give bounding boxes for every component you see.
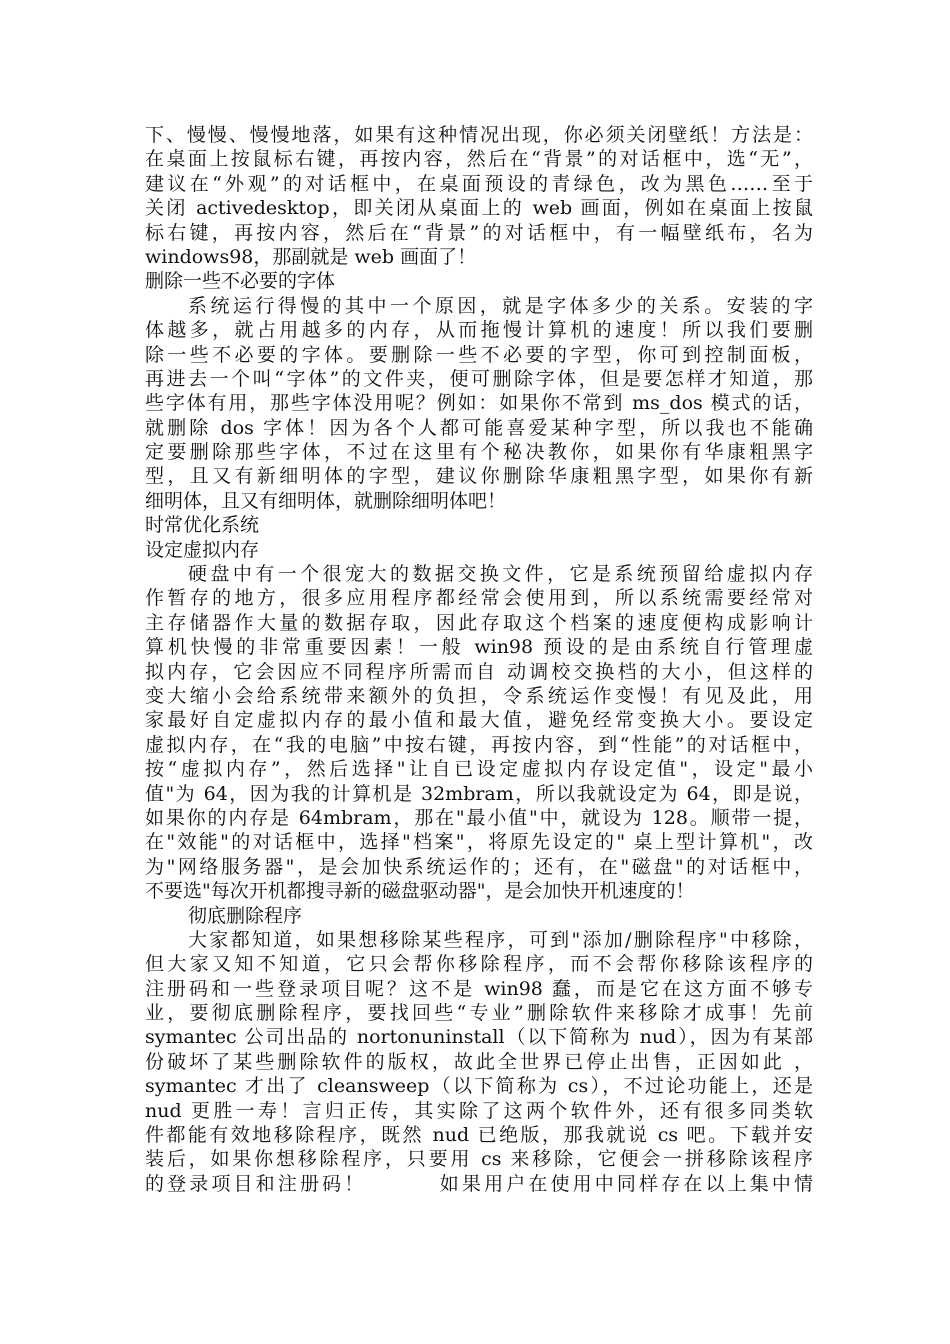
text-line: 再进去一个叫“字体”的文件夹，便可删除字体，但是要怎样才知道，那 xyxy=(145,367,813,390)
text-line: 算机快慢的非常重要因素！一般 win98 预设的是由系统自行管理虚 xyxy=(145,636,813,659)
text-line: 如果你的内存是 64mbram，那在"最小值"中，就设为 128。顺带一提， xyxy=(145,806,813,829)
text-line: 注册码和一些登录项目呢？这不是 win98 蠢，而是它在这方面不够专 xyxy=(145,977,813,1000)
text-line: 的登录项目和注册码！ 如果用户在使用中同样存在以上集中情 xyxy=(145,1172,813,1195)
text-line: 型，且又有新细明体的字型，建议你删除华康粗黑字型，如果你有新 xyxy=(145,465,813,488)
text-line: nud 更胜一寿！言归正传，其实除了这两个软件外，还有很多同类软 xyxy=(145,1099,813,1122)
text-line: 作暂存的地方，很多应用程序都经常会使用到，所以系统需要经常对 xyxy=(145,587,813,610)
text-line: 时常优化系统 xyxy=(145,514,260,537)
text-line: 些字体有用，那些字体没用呢？例如：如果你不常到 ms_dos 模式的话， xyxy=(145,392,813,415)
document-body xyxy=(145,123,813,1196)
text-line: 份破坏了某些删除软件的版权，故此全世界已停止出售，正因如此 ， xyxy=(145,1050,813,1073)
text-line: 为"网络服务器"，是会加快系统运作的；还有，在"磁盘"的对话框中， xyxy=(145,855,813,878)
text-line: 下、慢慢、慢慢地落，如果有这种情况出现，你必须关闭壁纸！方法是： xyxy=(145,124,813,146)
text-line: 定要删除那些字体，不过在这里有个秘决教你，如果你有华康粗黑字 xyxy=(145,441,813,464)
text-line: 主存储器作大量的数据存取，因此存取这个档案的速度便构成影响计 xyxy=(145,611,813,634)
text-line: 家最好自定虚拟内存的最小值和最大值，避免经常变换大小。要设定 xyxy=(145,709,813,732)
text-line: symantec 才出了 cleansweep（以下简称为 cs），不过论功能上，还是 xyxy=(145,1075,813,1098)
text-line: 细明体，且又有细明体，就删除细明体吧！ xyxy=(145,489,507,512)
text-line: windows98，那副就是 web 画面了！ xyxy=(145,245,477,268)
text-line: 拟内存，它会因应不同程序所需而自 动调校交换档的大小，但这样的 xyxy=(145,660,813,683)
text-line: 虚拟内存，在“我的电脑”中按右键，再按内容，到“性能”的对话框中， xyxy=(145,733,813,756)
text-line: 硬盘中有一个很宠大的数据交换文件，它是系统预留给虚拟内存 xyxy=(188,563,813,586)
text-line: 变大缩小会给系统带来额外的负担，令系统运作变慢！有见及此，用 xyxy=(145,684,813,707)
text-line: 件都能有效地移除程序，既然 nud 已绝版，那我就说 cs 吧。下载并安 xyxy=(145,1124,813,1147)
text-line: 在桌面上按鼠标右键，再按内容，然后在“背景”的对话框中，选“无”， xyxy=(145,148,813,171)
text-line: 就删除 dos 字体！因为各个人都可能喜爱某种字型，所以我也不能确 xyxy=(145,416,813,439)
text-line: 不要选"每次开机都搜寻新的磁盘驱动器"，是会加快开机速度的！ xyxy=(145,880,695,903)
text-line: 体越多，就占用越多的内存，从而拖慢计算机的速度！所以我们要删 xyxy=(145,319,813,342)
text-line: 系统运行得慢的其中一个原因，就是字体多少的关系。安装的字 xyxy=(188,294,813,317)
text-line: 设定虚拟内存 xyxy=(145,538,260,561)
text-line: 大家都知道，如果想移除某些程序，可到"添加/删除程序"中移除， xyxy=(188,928,813,951)
text-line: 彻底删除程序 xyxy=(188,904,303,927)
text-line: 建议在“外观”的对话框中，在桌面预设的青绿色，改为黑色……至于 xyxy=(145,172,813,195)
text-line: 关闭 activedesktop，即关闭从桌面上的 web 画面，例如在桌面上按鼠 xyxy=(145,197,813,220)
text-line: 除一些不必要的字体。要删除一些不必要的字型，你可到控制面板， xyxy=(145,343,813,366)
text-line: 按“虚拟内存”，然后选择"让自已设定虚拟内存设定值"，设定"最小 xyxy=(145,758,813,781)
text-line: 在"效能"的对话框中，选择"档案"，将原先设定的" 桌上型计算机"，改 xyxy=(145,831,813,854)
text-line: 装后，如果你想移除程序，只要用 cs 来移除，它便会一拼移除该程序 xyxy=(145,1148,813,1171)
text-line: symantec 公司出品的 nortonuninstall（以下简称为 nud），因为有某部 xyxy=(145,1026,813,1049)
text-line: 业，要彻底删除程序，要找回些“专业”删除软件来移除才成事！先前 xyxy=(145,1002,813,1025)
text-line: 值"为 64，因为我的计算机是 32mbram，所以我就设定为 64，即是说， xyxy=(145,782,813,805)
text-line: 标右键，再按内容，然后在“背景”的对话框中，有一幅壁纸布，名为 xyxy=(145,221,813,244)
text-line: 但大家又知不知道，它只会帮你移除程序，而不会帮你移除该程序的 xyxy=(145,953,813,976)
text-line: 删除一些不必要的字体 xyxy=(145,270,336,293)
